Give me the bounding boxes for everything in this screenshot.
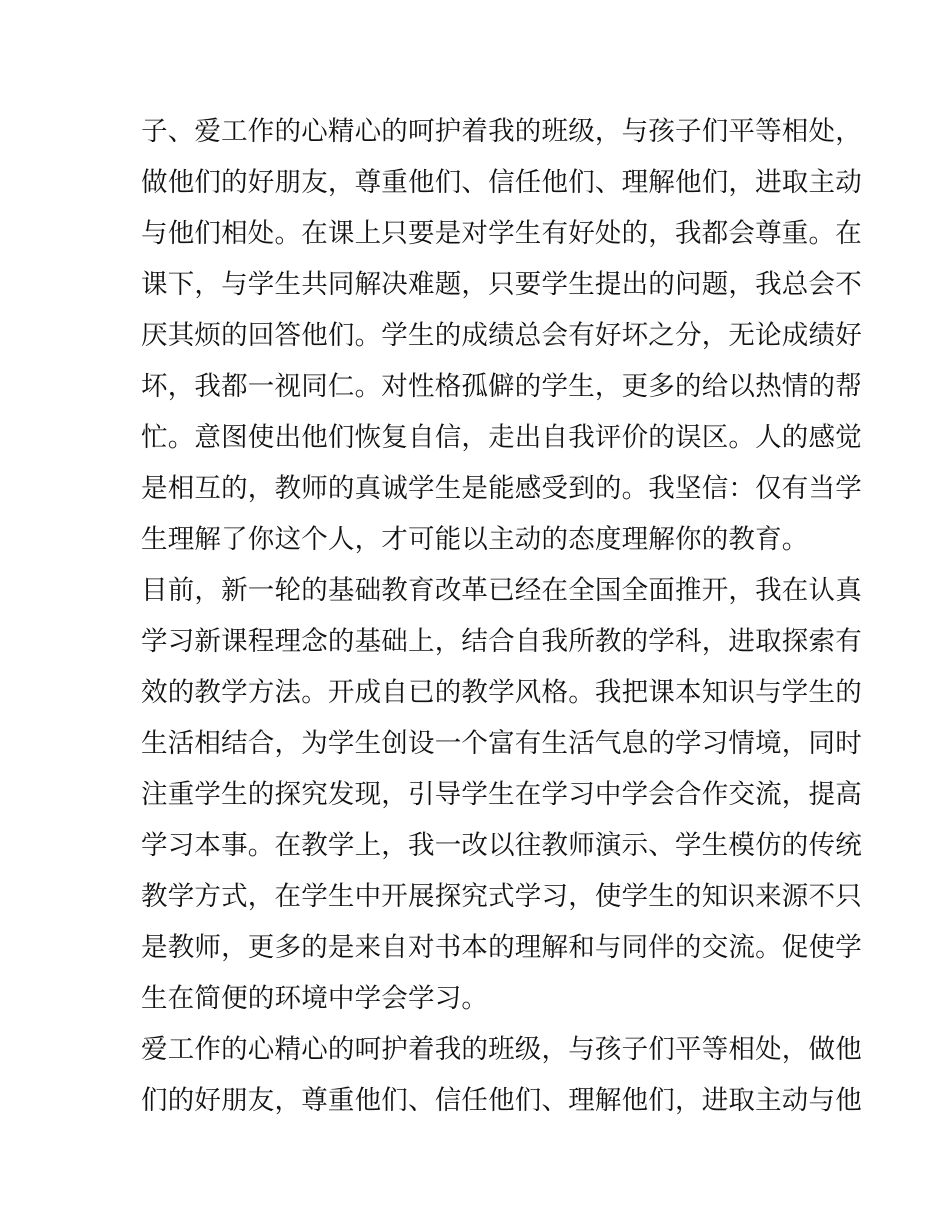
text-line: 学习本事。在教学上，我一改以往教师演示、学生模仿的传统	[141, 830, 862, 861]
text-line: 生活相结合，为学生创设一个富有生活气息的学习情境，同时	[141, 728, 862, 759]
text-line: 生在简便的环境中学会学习。	[141, 983, 489, 1014]
text-line: 生理解了你这个人，才可能以主动的态度理解你的教育。	[141, 524, 809, 555]
text-line: 目前，新一轮的基础教育改革已经在全国全面推开，我在认真	[141, 575, 862, 606]
text-line: 们的好朋友，尊重他们、信任他们、理解他们，进取主动与他	[141, 1085, 862, 1116]
text-line: 厌其烦的回答他们。学生的成绩总会有好坏之分，无论成绩好	[141, 320, 862, 351]
text-line: 做他们的好朋友，尊重他们、信任他们、理解他们，进取主动	[141, 167, 862, 198]
paragraph-3	[141, 1024, 862, 1126]
text-line: 与他们相处。在课上只要是对学生有好处的，我都会尊重。在	[141, 218, 862, 249]
text-line: 注重学生的探究发现，引导学生在学习中学会合作交流，提高	[141, 779, 862, 810]
text-line: 子、爱工作的心精心的呵护着我的班级，与孩子们平等相处，	[141, 116, 862, 147]
text-line: 爱工作的心精心的呵护着我的班级，与孩子们平等相处，做他	[141, 1034, 862, 1065]
paragraph-2	[141, 565, 862, 1024]
text-line: 教学方式，在学生中开展探究式学习，使学生的知识来源不只	[141, 881, 862, 912]
text-line: 效的教学方法。开成自已的教学风格。我把课本知识与学生的	[141, 677, 862, 708]
text-line: 是相互的，教师的真诚学生是能感受到的。我坚信：仅有当学	[141, 473, 862, 504]
text-line: 是教师，更多的是来自对书本的理解和与同伴的交流。促使学	[141, 932, 862, 963]
text-line: 课下，与学生共同解决难题，只要学生提出的问题，我总会不	[141, 269, 862, 300]
text-line: 忙。意图使出他们恢复自信，走出自我评价的误区。人的感觉	[141, 422, 862, 453]
paragraph-1	[141, 106, 862, 565]
text-line: 学习新课程理念的基础上，结合自我所教的学科，进取探索有	[141, 626, 862, 657]
document-body	[141, 106, 862, 1126]
text-line: 坏，我都一视同仁。对性格孤僻的学生，更多的给以热情的帮	[141, 371, 862, 402]
